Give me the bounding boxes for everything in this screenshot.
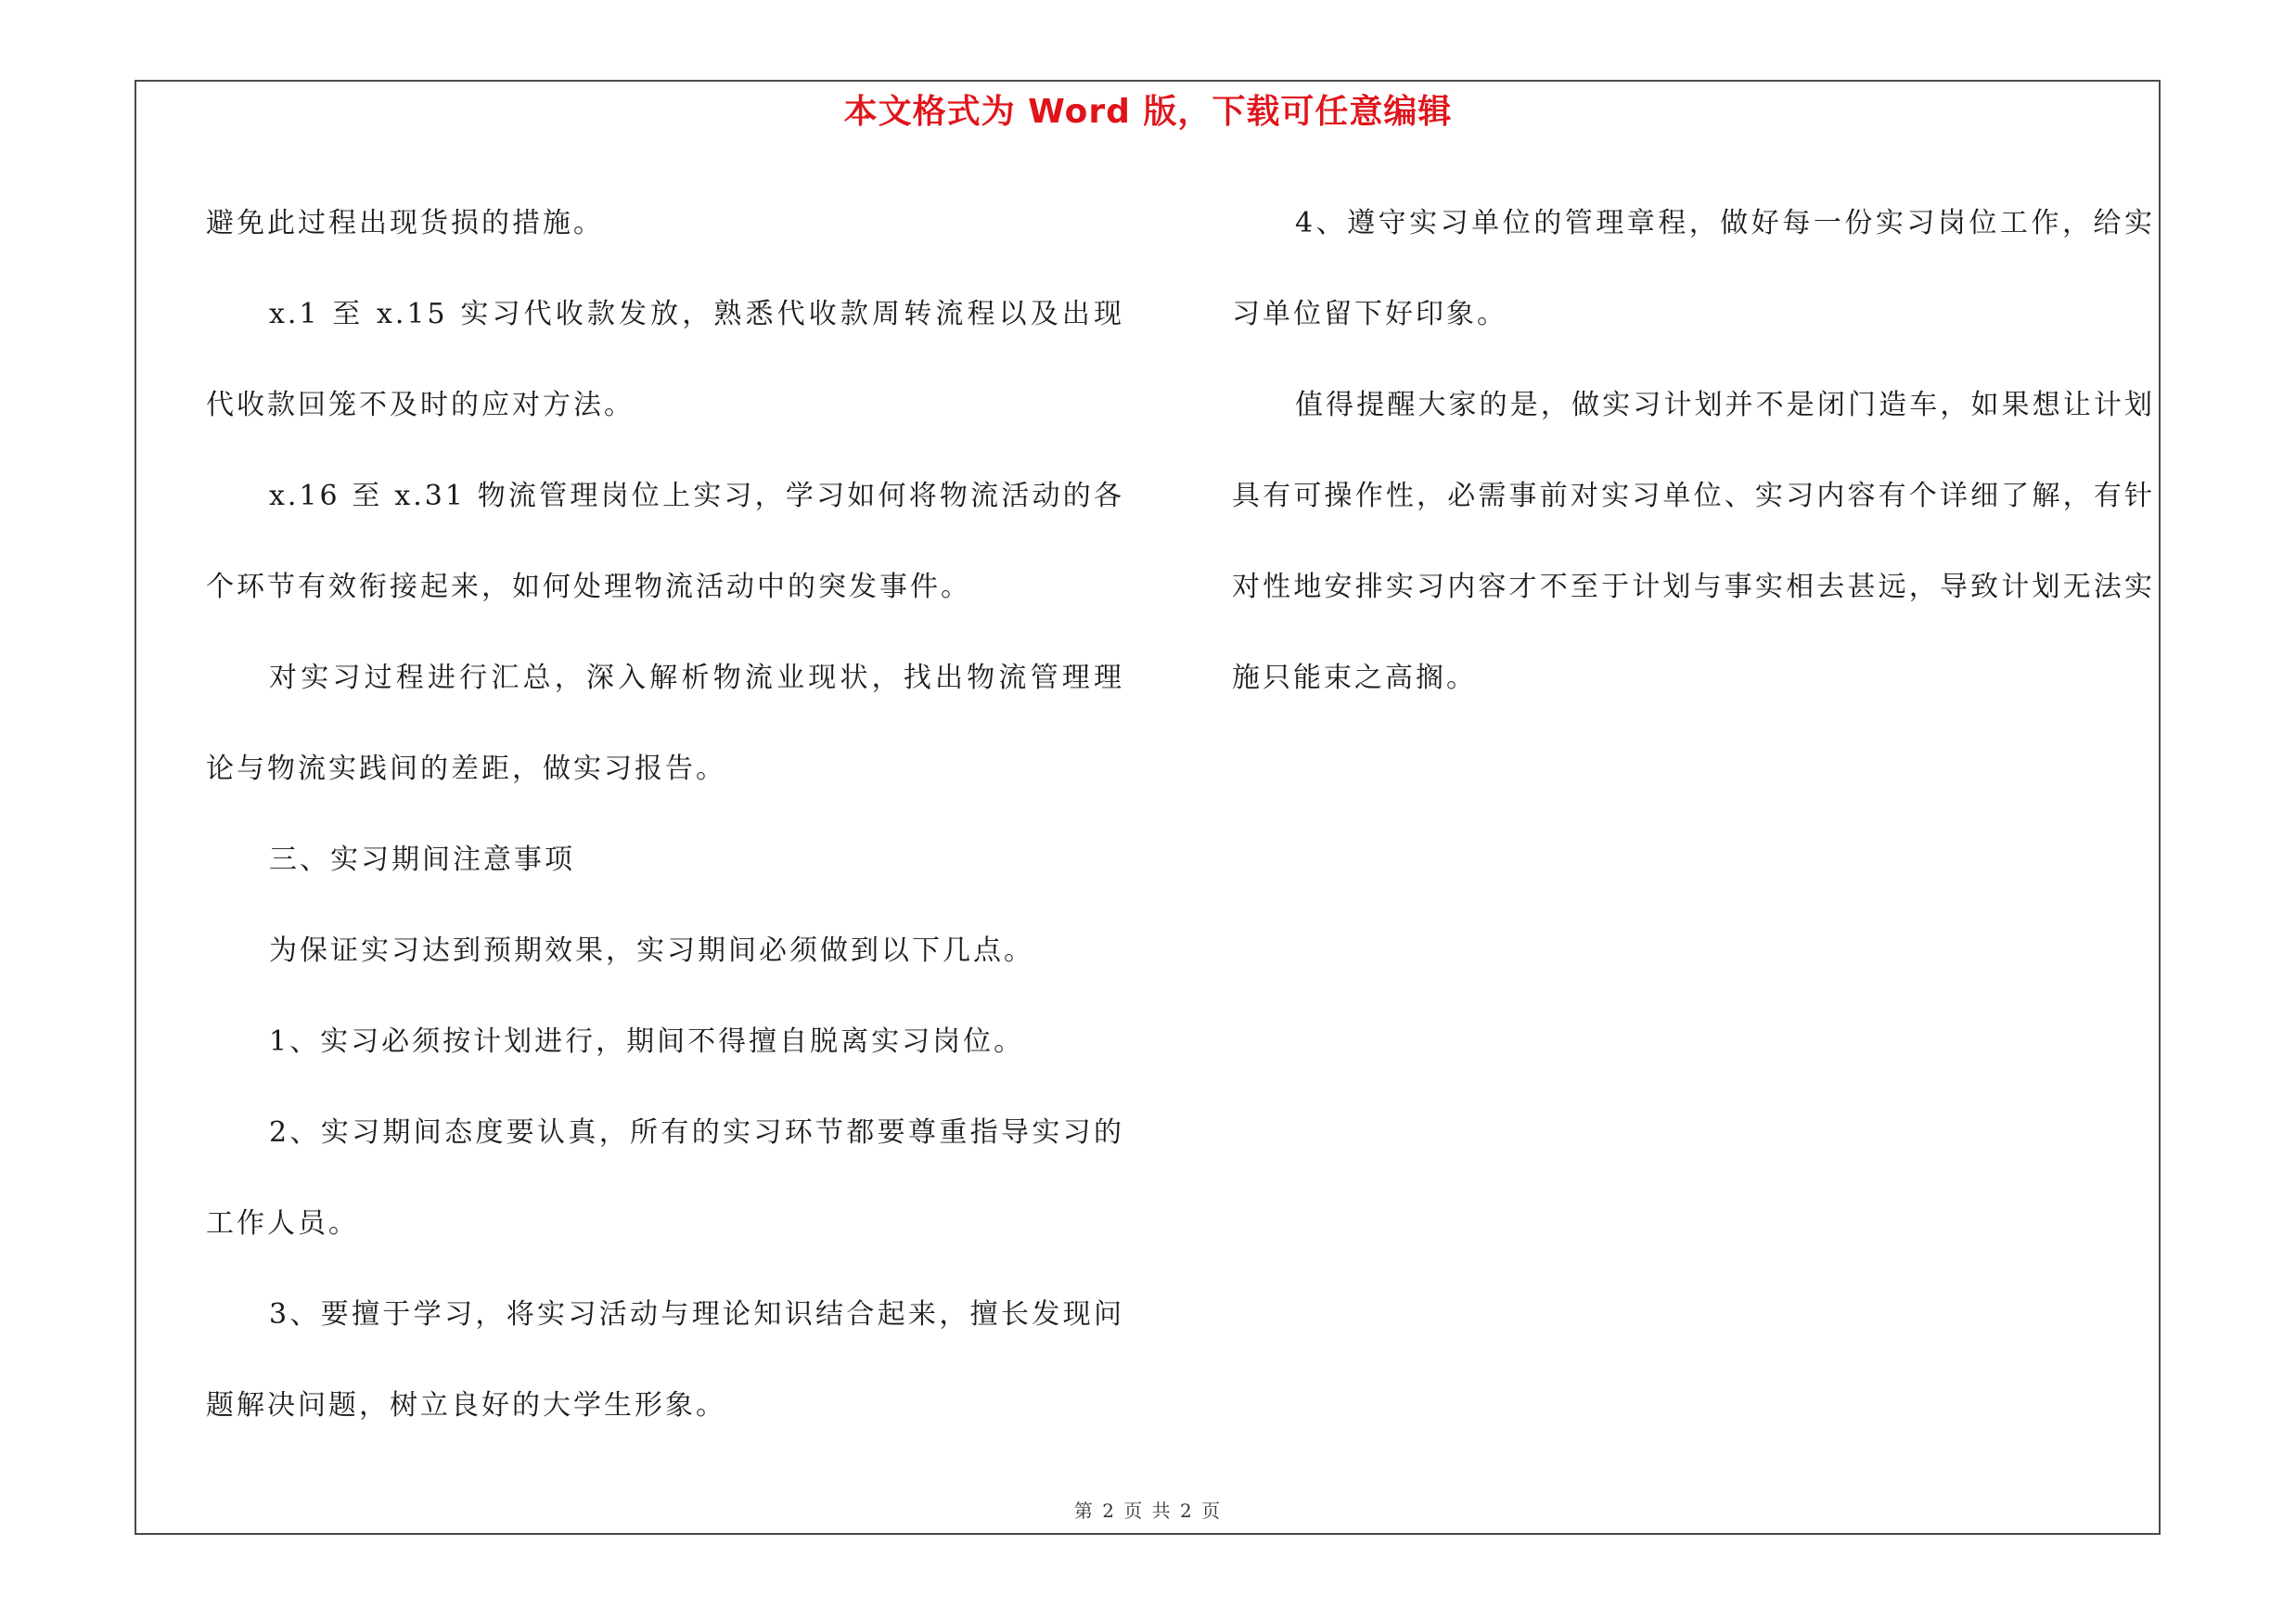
paragraph: 对实习过程进行汇总，深入解析物流业现状，找出物流管理理论与物流实践间的差距，做实习报告。 [206, 662, 1124, 785]
page-number-footer: 第 2 页 共 2 页 [1073, 1500, 1223, 1522]
paragraph: x.1 至 x.15 实习代收款发放，熟悉代收款周转流程以及出现代收款回笼不及时的应对方法。 [206, 298, 1124, 421]
paragraph: 为保证实习达到预期效果，实习期间必须做到以下几点。 [269, 934, 1034, 967]
list-item: 1、实习必须按计划进行，期间不得擅自脱离实习岗位。 [269, 1025, 1025, 1058]
paragraph: 避免此过程出现货损的措施。 [206, 207, 604, 239]
list-item: 4、遵守实习单位的管理章程，做好每一份实习岗位工作，给实习单位留下好印象。 [1232, 207, 2155, 330]
paragraph: 值得提醒大家的是，做实习计划并不是闭门造车，如果想让计划具有可操作性，必需事前对实习单位、实习内容有个详细了解，有针对性地安排实习内容才不至于计划与事实相去甚远，导致计划无法实施只能束之高搁。 [1232, 389, 2155, 694]
list-item: 2、实习期间态度要认真，所有的实习环节都要尊重指导实习的工作人员。 [206, 1116, 1124, 1240]
format-banner: 本文格式为 Word 版，下载可任意编辑 [843, 93, 1453, 131]
list-item: 3、要擅于学习，将实习活动与理论知识结合起来，擅长发现问题解决问题，树立良好的大学生形象。 [206, 1298, 1124, 1422]
right-column [1232, 178, 2155, 724]
paragraph: x.16 至 x.31 物流管理岗位上实习，学习如何将物流活动的各个环节有效衔接起来，如何处理物流活动中的突发事件。 [206, 480, 1124, 603]
left-column [206, 178, 1124, 1451]
section-heading: 三、实习期间注意事项 [269, 844, 575, 876]
